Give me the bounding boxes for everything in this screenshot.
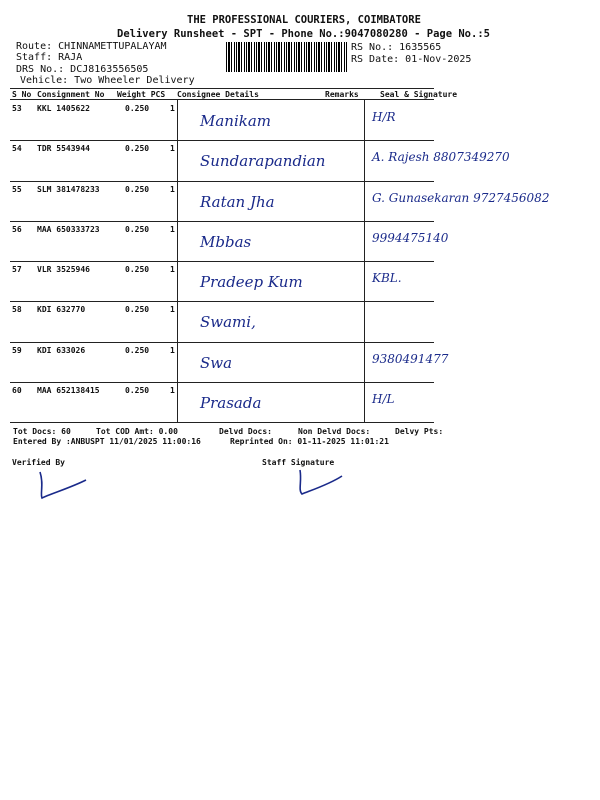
row-divider <box>10 181 434 182</box>
row-sno: 56 <box>12 224 22 234</box>
row-consignee-signature: Sundarapandian <box>200 152 326 171</box>
row-seal-signature: 9380491477 <box>372 351 449 366</box>
row-seal-signature: A. Rajesh 8807349270 <box>372 150 510 165</box>
row-pcs: 1 <box>170 265 175 274</box>
row-weight: 0.250 <box>125 345 150 355</box>
row-consignee-signature: Mbbas <box>200 232 252 251</box>
row-consignment-no: SLM 381478233 <box>37 184 100 194</box>
table-header-rule <box>10 99 434 100</box>
col-consignment: Consignment No <box>37 90 105 99</box>
row-weight: 0.250 <box>125 184 150 194</box>
row-consignee-signature: Swami, <box>200 313 256 332</box>
staff-label: Staff: RAJA <box>16 52 83 63</box>
verified-by-label: Verified By <box>12 458 65 467</box>
row-sno: 59 <box>12 345 22 355</box>
col-sno: S No <box>12 90 32 99</box>
table-bottom-rule <box>10 422 434 423</box>
row-consignee-signature: Ratan Jha <box>200 192 275 211</box>
row-seal-signature: KBL. <box>372 271 402 285</box>
row-consignee-signature: Prasada <box>200 393 262 412</box>
col-consignee: Consignee Details <box>177 90 259 99</box>
row-pcs: 1 <box>170 305 175 315</box>
row-pcs: 1 <box>170 184 175 194</box>
row-sno: 55 <box>12 184 22 194</box>
entered-by: Entered By :ANBUSPT 11/01/2025 11:00:16 <box>13 437 201 446</box>
rs-date: RS Date: 01-Nov-2025 <box>351 54 472 65</box>
vehicle-label: Vehicle: Two Wheeler Delivery <box>20 75 195 86</box>
row-sno: 53 <box>12 104 22 113</box>
barcode <box>226 42 348 72</box>
route-label: Route: CHINNAMETTUPALAYAM <box>16 41 167 52</box>
delivered-docs: Delvd Docs: <box>219 427 272 436</box>
total-docs: Tot Docs: 60 <box>13 427 71 436</box>
rs-number: RS No.: 1635565 <box>351 42 442 53</box>
row-consignment-no: TDR 5543944 <box>37 144 90 154</box>
reprinted-on: Reprinted On: 01-11-2025 11:01:21 <box>230 437 389 446</box>
row-seal-signature: H/L <box>372 391 395 406</box>
row-sno: 54 <box>12 144 22 154</box>
delivery-points: Delvy Pts: <box>395 427 444 436</box>
row-weight: 0.250 <box>125 305 150 315</box>
row-weight: 0.250 <box>125 224 150 234</box>
row-consignee-signature: Swa <box>200 353 233 372</box>
staff-signature-mark <box>290 466 350 502</box>
row-pcs: 1 <box>170 144 175 154</box>
row-seal-signature: G. Gunasekaran 9727456082 <box>372 190 550 205</box>
row-pcs: 1 <box>170 224 175 234</box>
drs-number: DRS No.: DCJ8163556505 <box>16 64 149 75</box>
row-divider <box>10 382 434 383</box>
row-consignee-signature: Pradeep Kum <box>200 273 303 291</box>
row-consignment-no: KDI 632770 <box>37 305 86 315</box>
row-consignment-no: KKL 1405622 <box>37 104 90 113</box>
row-divider <box>10 301 434 302</box>
verified-signature <box>30 468 90 504</box>
col-weight-pcs: Weight PCS <box>117 90 166 99</box>
row-seal-signature: 9994475140 <box>372 230 449 245</box>
row-weight: 0.250 <box>125 144 150 154</box>
col-remarks: Remarks <box>325 90 359 99</box>
row-weight: 0.250 <box>125 385 150 395</box>
row-consignment-no: VLR 3525946 <box>37 265 90 274</box>
row-divider <box>10 261 434 262</box>
row-divider <box>10 221 434 222</box>
row-consignment-no: MAA 652138415 <box>37 385 100 395</box>
row-consignment-no: MAA 650333723 <box>37 224 100 234</box>
row-sno: 58 <box>12 305 22 315</box>
row-divider <box>10 140 434 141</box>
row-sno: 60 <box>12 385 22 395</box>
row-consignee-signature: Manikam <box>200 112 272 130</box>
row-pcs: 1 <box>170 104 175 113</box>
runsheet-title: Delivery Runsheet - SPT - Phone No.:9047080280 - Page No.:5 <box>117 28 490 40</box>
company-name: THE PROFESSIONAL COURIERS, COIMBATORE <box>187 14 421 26</box>
row-pcs: 1 <box>170 385 175 395</box>
row-consignment-no: KDI 633026 <box>37 345 86 355</box>
row-seal-signature: H/R <box>372 110 396 124</box>
col-seal-signature: Seal & Signature <box>380 90 458 99</box>
staff-signature-label: Staff Signature <box>262 458 335 467</box>
table-top-rule <box>10 88 434 89</box>
total-cod: Tot COD Amt: 0.00 <box>96 427 178 436</box>
row-pcs: 1 <box>170 345 175 355</box>
non-delivered-docs: Non Delvd Docs: <box>298 427 371 436</box>
row-weight: 0.250 <box>125 265 150 274</box>
row-sno: 57 <box>12 265 22 274</box>
row-divider <box>10 342 434 343</box>
row-weight: 0.250 <box>125 104 150 113</box>
